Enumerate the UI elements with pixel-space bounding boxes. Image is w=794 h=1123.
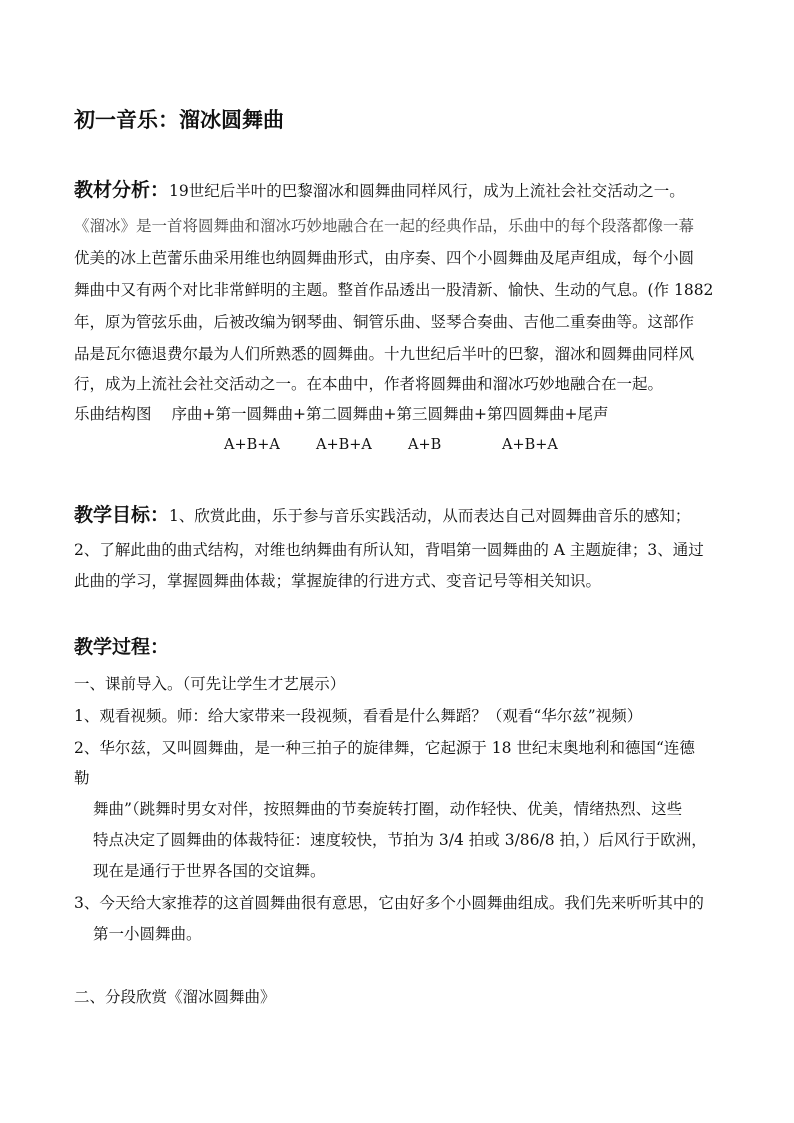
goals-first-line xyxy=(74,505,690,526)
process-item3-line: 3、今天给大家推荐的这首圆舞曲很有意思，它由好多个小圆舞曲组成。我们先来听听其中的 xyxy=(74,894,704,912)
analysis-line: 品是瓦尔德退费尔最为人们所熟悉的圆舞曲。十九世纪后半叶的巴黎，溜冰和圆舞曲同样风 xyxy=(74,345,695,363)
process-heading: 教学过程： xyxy=(74,636,170,658)
process-item2-line: 现在是通行于世界各国的交谊舞。 xyxy=(93,862,326,880)
process-item2-line: 勒 xyxy=(74,769,90,787)
structure-sequence: 序曲+第一圆舞曲+第二圆舞曲+第三圆舞曲+第四圆舞曲+尾声 xyxy=(171,405,609,423)
form-second-waltz: A+B+A xyxy=(316,437,372,453)
process-item2-line: 特点决定了圆舞曲的体裁特征：速度较快，节拍为 3/4 拍或 3/86/8 拍，）后风行于欧洲， xyxy=(93,831,707,849)
process-item1: 1、观看视频。师：给大家带来一段视频，看看是什么舞蹈？（观看“华尔兹”视频） xyxy=(74,707,643,725)
structure-line xyxy=(74,404,608,424)
goals-heading: 教学目标： xyxy=(74,504,170,526)
analysis-first-line xyxy=(74,180,685,201)
process-item3-line: 第一小圆舞曲。 xyxy=(93,925,202,943)
process-item2-line: 舞曲”（跳舞时男女对伴，按照舞曲的节奏旋转打圈，动作轻快、优美，情绪热烈、这些 xyxy=(93,800,683,818)
analysis-line: 优美的冰上芭蕾乐曲采用维也纳圆舞曲形式，由序奏、四个小圆舞曲及尾声组成，每个小圆 xyxy=(74,249,695,267)
form-fourth-waltz: A+B+A xyxy=(502,437,558,453)
analysis-line: 《溜冰》是一首将圆舞曲和溜冰巧妙地融合在一起的经典作品，乐曲中的每个段落都像一幕 xyxy=(74,217,695,235)
process-item2-line: 2、华尔兹，又叫圆舞曲，是一种三拍子的旋律舞，它起源于 18 世纪末奥地利和德国“连德 xyxy=(74,739,695,757)
analysis-intro: 19世纪后半叶的巴黎溜冰和圆舞曲同样风行，成为上流社会社交活动之一。 xyxy=(169,182,685,200)
page-title: 初一音乐：溜冰圆舞曲 xyxy=(74,107,284,132)
form-third-waltz: A+B xyxy=(408,437,442,453)
process-part1: 一、课前导入。（可先让学生才艺展示） xyxy=(74,675,346,693)
process-part2: 二、分段欣赏《溜冰圆舞曲》 xyxy=(74,988,276,1006)
analysis-line: 行，成为上流社会社交活动之一。在本曲中，作者将圆舞曲和溜冰巧妙地融合在一起。 xyxy=(74,375,664,393)
structure-label: 乐曲结构图 xyxy=(74,405,152,423)
goals-line2: 2、了解此曲的曲式结构，对维也纳舞曲有所认知，背唱第一圆舞曲的 A 主题旋律；3、通过 xyxy=(74,541,704,559)
goals-line1: 1、欣赏此曲，乐于参与音乐实践活动，从而表达自己对圆舞曲音乐的感知； xyxy=(169,507,691,525)
analysis-heading: 教材分析： xyxy=(74,179,170,201)
analysis-line: 年，原为管弦乐曲，后被改编为钢琴曲、铜管乐曲、竖琴合奏曲、吉他二重奏曲等。这部作 xyxy=(74,313,695,331)
form-first-waltz: A+B+A xyxy=(224,437,280,453)
analysis-line: 舞曲中又有两个对比非常鲜明的主题。整首作品透出一股清新、愉快、生动的气息。(作 1882 xyxy=(74,281,714,299)
goals-line3: 此曲的学习，掌握圆舞曲体裁；掌握旋律的行进方式、变音记号等相关知识。 xyxy=(74,572,602,590)
